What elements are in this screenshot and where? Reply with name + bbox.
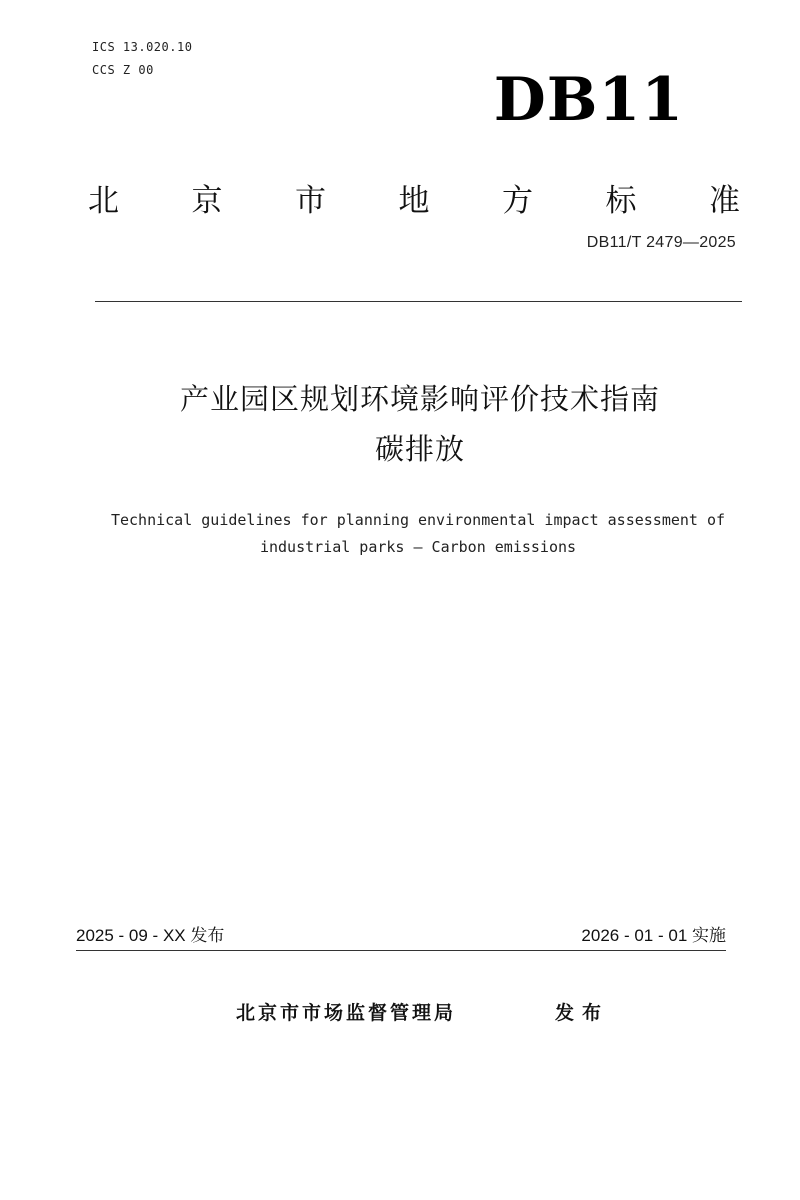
footer-divider [76,950,726,951]
standard-type-char: 标 [605,183,637,219]
standard-number: DB11/T 2479—2025 [586,234,736,251]
publish-label: 发布 [555,1002,610,1024]
standard-type-char: 市 [295,183,326,219]
standard-type-char: 北 [88,183,119,219]
title-english-line-2: industrial parks — Carbon emissions [259,538,577,556]
implementation-date: 2026 - 01 - 01 实施 [581,926,726,945]
title-english-line-1: Technical guidelines for planning environmental impact assessment of [110,511,726,529]
ccs-code: CCS Z 00 [92,63,154,77]
publisher-name: 北京市市场监督管理局 [236,1002,457,1024]
issue-date: 2025 - 09 - XX 发布 [76,926,225,945]
standard-type-char: 准 [709,183,740,219]
header-divider [95,301,742,302]
title-chinese-line-2: 碳排放 [374,432,465,466]
standard-type [88,183,740,219]
title-chinese-line-1: 产业园区规划环境影响评价技术指南 [179,382,660,416]
standard-type-char: 地 [398,183,430,219]
standard-type-char: 京 [191,183,223,219]
ics-code: ICS 13.020.10 [92,40,193,54]
standard-code: DB11 [493,65,684,135]
standard-type-char: 方 [502,183,533,219]
